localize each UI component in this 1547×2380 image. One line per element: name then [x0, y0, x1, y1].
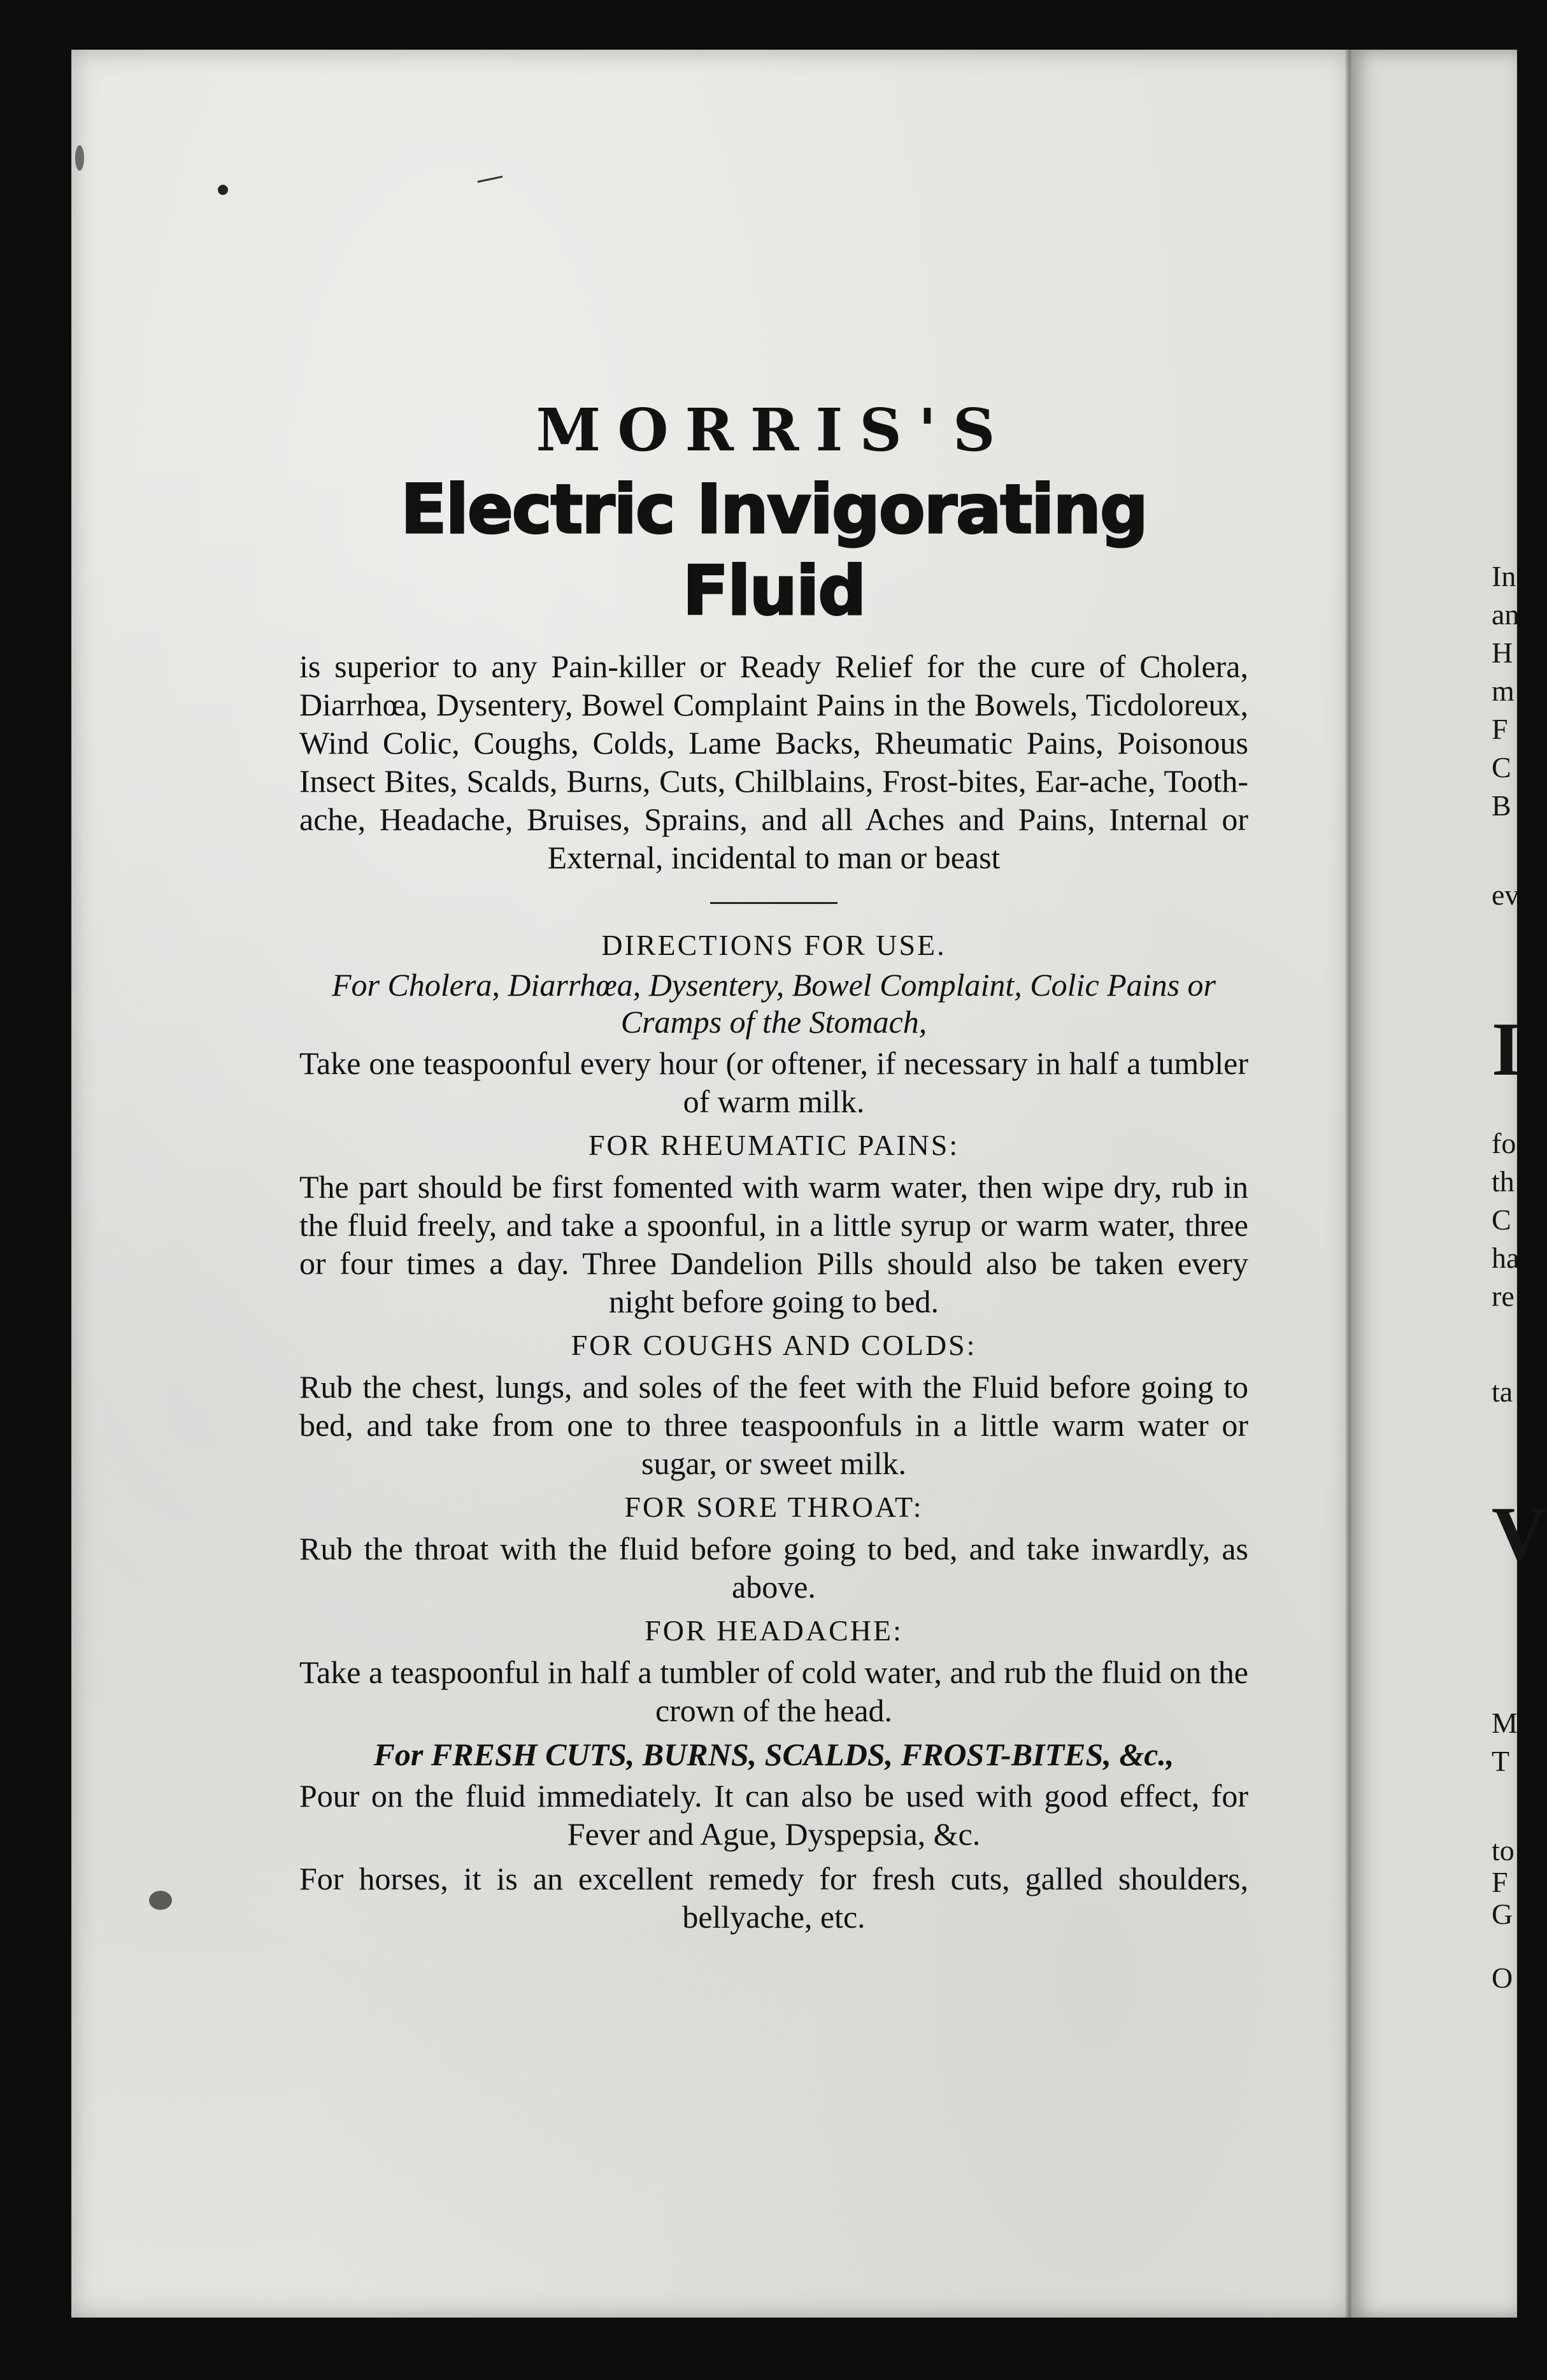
- adjacent-fragment: to: [1492, 1834, 1515, 1867]
- adjacent-fragment: T: [1492, 1745, 1510, 1777]
- section-text: Take a teaspoonful in half a tumbler of cold water, and rub the fluid on the crown of the head.: [299, 1654, 1248, 1728]
- adjacent-fragment: re: [1492, 1280, 1515, 1312]
- section-heading: FOR HEADACHE:: [645, 1614, 903, 1647]
- divider-rule: [710, 902, 838, 904]
- adjacent-fragment: th: [1492, 1165, 1515, 1198]
- adjacent-fragment: G: [1492, 1898, 1513, 1930]
- directions-title: DIRECTIONS FOR USE.: [601, 929, 946, 961]
- adjacent-fragment: C: [1492, 1203, 1511, 1236]
- section-text: Rub the throat with the fluid before going to bed, and take inwardly, as above.: [299, 1531, 1248, 1605]
- advertisement: [299, 395, 1248, 1942]
- adjacent-fragment: In: [1492, 560, 1516, 592]
- ink-speck: [75, 145, 84, 171]
- ink-speck: [218, 185, 228, 195]
- section-heading: FOR COUGHS AND COLDS:: [571, 1329, 977, 1361]
- section-text: Take one teaspoonful every hour (or oftener, if necessary in half a tumbler of warm milk.: [299, 1045, 1248, 1119]
- adjacent-fragment: O: [1492, 1961, 1513, 1994]
- adjacent-fragment: F: [1492, 1866, 1508, 1898]
- section-text: Pour on the fluid immediately. It can also be used with good effect, for Fever and Ague, Dyspepsia, &c.: [299, 1778, 1248, 1852]
- adjacent-fragment: ta: [1492, 1375, 1513, 1408]
- adjacent-fragment: M: [1492, 1707, 1518, 1739]
- adjacent-fragment: F: [1492, 713, 1508, 745]
- adjacent-fragment: I: [1492, 1007, 1522, 1091]
- horses-note: For horses, it is an excellent remedy for fresh cuts, galled shoulders, bellyache, etc.: [299, 1861, 1248, 1935]
- adjacent-fragment: V: [1492, 1491, 1547, 1575]
- adjacent-fragment: ha: [1492, 1242, 1520, 1274]
- adjacent-fragment: H: [1492, 636, 1513, 669]
- intro-paragraph: is superior to any Pain-killer or Ready Relief for the cure of Cholera, Diarrhœa, Dysentery, Bowel Complaint Pains in the Bowels, Ticdoloreux, Wind Colic, Coughs, Colds, Lame Backs, Rheumatic Pains, Poisonous Insect Bites, Scalds, Burns, Cuts, Chilblains, Frost-bites, Ear-ache, Tooth-ache, Headache, Bruises, Sprains, and all Aches and Pains, Internal or External, incidental to man or beast: [299, 649, 1248, 875]
- brand-heading: MORRIS'S: [536, 396, 1012, 464]
- adjacent-fragment: B: [1492, 789, 1511, 822]
- section-text: Rub the chest, lungs, and soles of the feet with the Fluid before going to bed, and take from one to three teaspoonfuls in a little warm water or sugar, or sweet milk.: [299, 1369, 1248, 1481]
- adjacent-fragment: C: [1492, 751, 1511, 784]
- adjacent-page: [1351, 50, 1547, 2318]
- section-text: The part should be first fomented with warm water, then wipe dry, rub in the fluid freely, and take a spoonful, in a little syrup or warm water, three or four times a day. Three Dandelion Pills should also be taken every night before going to bed.: [299, 1169, 1248, 1319]
- section-heading: FOR SORE THROAT:: [624, 1491, 923, 1523]
- section-heading: For FRESH CUTS, BURNS, SCALDS, FROST-BITES, &c.,: [373, 1737, 1174, 1772]
- adjacent-fragment: fo: [1492, 1127, 1516, 1159]
- adjacent-fragment: m: [1492, 675, 1515, 707]
- adjacent-fragment: ev: [1492, 878, 1520, 911]
- section-heading: For Cholera, Diarrhœa, Dysentery, Bowel Complaint, Colic Pains or Cramps of the Stomach,: [332, 967, 1216, 1040]
- adjacent-fragment: an: [1492, 598, 1520, 631]
- ink-speck: [149, 1891, 172, 1910]
- product-title: Electric Invigorating Fluid: [401, 470, 1147, 630]
- section-heading: FOR RHEUMATIC PAINS:: [588, 1129, 960, 1161]
